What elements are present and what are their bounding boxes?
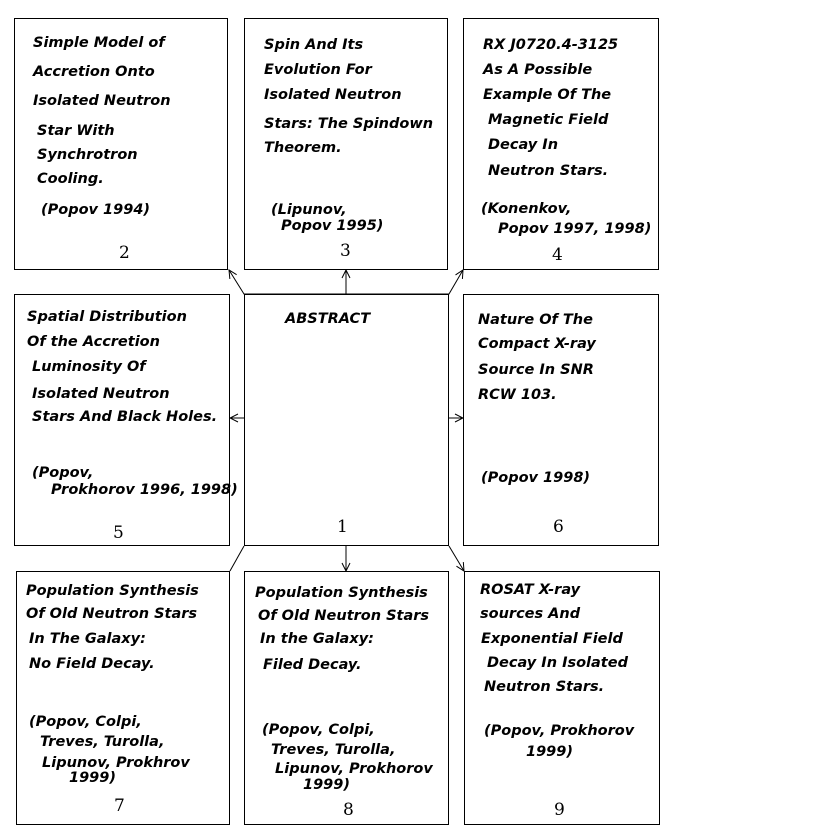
box-5-line-4: Isolated Neutron	[32, 386, 170, 402]
box-7-citation-1: (Popov, Colpi,	[29, 714, 142, 730]
box-7	[16, 571, 230, 825]
box-8-citation-2: Treves, Turolla,	[271, 742, 396, 758]
box-8-number: 8	[343, 800, 354, 820]
box-4-citation-1: (Konenkov,	[481, 201, 572, 217]
box-1-abstract	[244, 294, 449, 546]
box-3-line-5: Theorem.	[264, 140, 342, 156]
box-8	[244, 571, 449, 825]
box-8-line-4: Filed Decay.	[263, 657, 362, 673]
box-2-line-4: Star With	[37, 123, 115, 139]
arrow-to-4	[346, 270, 463, 294]
box-8-citation-4: 1999)	[303, 777, 350, 793]
box-1-number: 1	[337, 517, 348, 537]
box-8-line-1: Population Synthesis	[255, 585, 428, 601]
box-8-line-3: In the Galaxy:	[260, 631, 374, 647]
box-9-citation-1: (Popov, Prokhorov	[484, 723, 635, 739]
box-9-line-5: Neutron Stars.	[484, 679, 605, 695]
box-5	[14, 294, 238, 546]
box-5-line-3: Luminosity Of	[32, 359, 146, 375]
box-2-line-2: Accretion Onto	[33, 64, 155, 80]
box-8-citation-1: (Popov, Colpi,	[262, 722, 375, 738]
box-6-line-4: RCW 103.	[478, 387, 557, 403]
box-7-line-3: In The Galaxy:	[29, 631, 146, 647]
box-3-line-3: Isolated Neutron	[264, 87, 402, 103]
abstract-title: ABSTRACT	[285, 311, 371, 327]
box-6-citation-1: (Popov 1998)	[481, 470, 591, 486]
box-5-citation-1: (Popov,	[32, 465, 94, 481]
box-4-citation-2: Popov 1997, 1998)	[498, 221, 652, 237]
box-6-line-1: Nature Of The	[478, 312, 593, 328]
box-3-citation-1: (Lipunov,	[271, 202, 347, 218]
box-7-line-1: Population Synthesis	[26, 583, 199, 599]
box-6-number: 6	[553, 517, 564, 537]
box-3-line-4: Stars: The Spindown	[264, 116, 434, 132]
box-3	[244, 18, 448, 270]
box-5-line-2: Of the Accretion	[27, 334, 160, 350]
box-4-line-2: As A Possible	[483, 62, 593, 78]
box-7-citation-2: Treves, Turolla,	[40, 734, 165, 750]
box-3-line-1: Spin And Its	[264, 37, 364, 53]
box-9-number: 9	[554, 800, 565, 820]
arrow-to-9	[449, 546, 464, 571]
box-5-citation-2: Prokhorov 1996, 1998)	[51, 482, 238, 498]
box-4-line-6: Neutron Stars.	[488, 163, 609, 179]
box-9-line-2: sources And	[480, 606, 581, 622]
box-2-citation-1: (Popov 1994)	[41, 202, 151, 218]
box-7-line-4: No Field Decay.	[29, 656, 155, 672]
box-7-citation-4: 1999)	[69, 770, 116, 786]
box-5-line-1: Spatial Distribution	[27, 309, 187, 325]
box-5-line-5: Stars And Black Holes.	[32, 409, 218, 425]
box-8-line-2: Of Old Neutron Stars	[258, 608, 430, 624]
arrow-to-2	[229, 270, 346, 294]
box-2	[14, 18, 228, 270]
box-7-number: 7	[114, 796, 125, 816]
line-to-7	[230, 546, 244, 571]
box-7-line-2: Of Old Neutron Stars	[26, 606, 198, 622]
box-8-citation-3: Lipunov, Prokhorov	[275, 761, 433, 777]
box-2-line-1: Simple Model of	[33, 35, 165, 51]
box-9	[464, 571, 660, 825]
box-3-line-2: Evolution For	[264, 62, 372, 78]
box-4-line-3: Example Of The	[483, 87, 612, 103]
box-4-line-1: RX J0720.4-3125	[483, 37, 619, 53]
box-9-line-3: Exponential Field	[481, 631, 623, 647]
box-2-line-6: Cooling.	[37, 171, 104, 187]
box-3-number: 3	[340, 241, 351, 261]
box-5-number: 5	[113, 523, 124, 543]
box-2-line-5: Synchrotron	[37, 147, 138, 163]
box-9-line-1: ROSAT X-ray	[480, 582, 581, 598]
box-3-citation-2: Popov 1995)	[281, 218, 384, 234]
box-7-citation-3: Lipunov, Prokhrov	[42, 755, 190, 771]
box-2-line-3: Isolated Neutron	[33, 93, 171, 109]
box-6-line-2: Compact X-ray	[478, 336, 596, 352]
box-4	[463, 18, 659, 270]
box-9-citation-2: 1999)	[526, 744, 573, 760]
box-4-line-5: Decay In	[488, 137, 559, 153]
box-4-number: 4	[552, 245, 563, 265]
box-9-line-4: Decay In Isolated	[487, 655, 628, 671]
box-6-line-3: Source In SNR	[478, 362, 594, 378]
box-2-number: 2	[119, 243, 130, 263]
box-6	[463, 294, 659, 546]
box-4-line-4: Magnetic Field	[488, 112, 609, 128]
